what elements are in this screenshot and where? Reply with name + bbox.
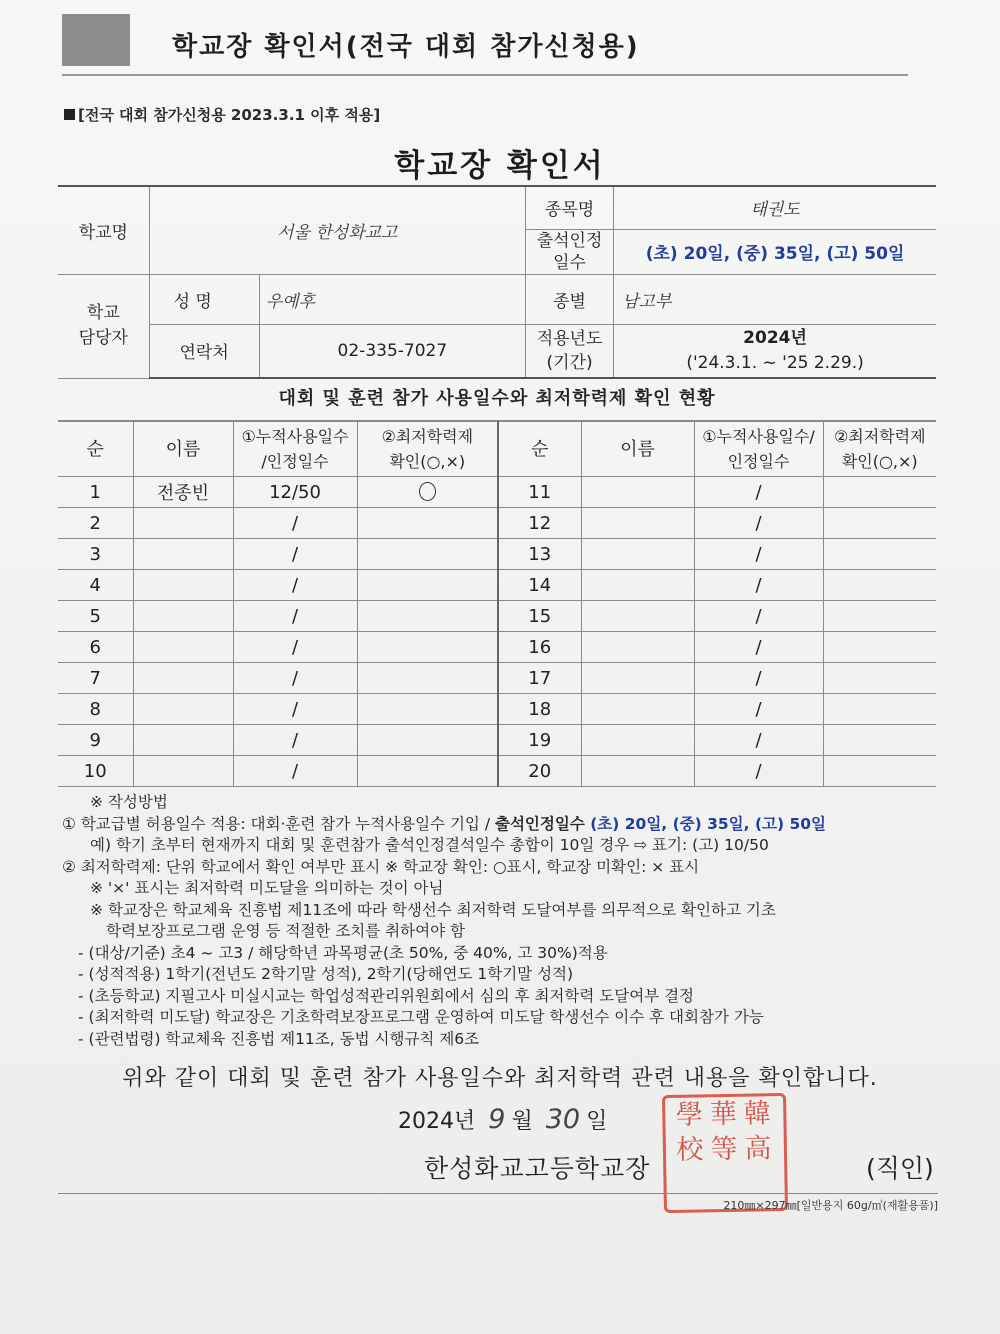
table-row — [58, 694, 936, 725]
header-days-2 — [694, 422, 823, 477]
note-2-a: ※ '×' 표시는 최저학력 미도달을 의미하는 것이 아님 — [90, 879, 444, 897]
attendance-label-line1: 출석인정 — [536, 230, 603, 251]
cell-days: / — [233, 756, 357, 787]
cell-check2 — [823, 539, 936, 570]
cell-check2 — [823, 725, 936, 756]
cell-name2 — [581, 570, 694, 601]
date-day: 30 — [545, 1104, 581, 1135]
cell-days2: / — [694, 477, 823, 508]
square-bullet-icon — [64, 109, 75, 120]
cell-no: 4 — [58, 570, 133, 601]
table-row — [58, 663, 936, 694]
cell-check — [357, 694, 498, 725]
table-row — [58, 601, 936, 632]
header-days-line1: ①누적사용일수 — [241, 427, 349, 446]
year-label — [526, 324, 614, 378]
note-1-bold: 출석인정일수 — [494, 814, 585, 833]
table-row — [58, 508, 936, 539]
cell-check2 — [823, 570, 936, 601]
signature-date — [398, 1104, 607, 1135]
cell-check2 — [823, 601, 936, 632]
cell-check — [357, 756, 498, 787]
gender-label: 종별 — [526, 274, 614, 324]
seal-char: 校 — [676, 1134, 706, 1166]
circle-mark-icon — [419, 482, 436, 501]
date-day-unit: 일 — [586, 1109, 608, 1134]
header-days2-line1: ①누적사용일수/ — [702, 427, 815, 446]
cell-no: 10 — [58, 756, 133, 787]
header-days2-line2: 인정일수 — [727, 452, 790, 471]
cell-no: 3 — [58, 539, 133, 570]
name-value: 우예후 — [259, 274, 525, 324]
table-row — [58, 539, 936, 570]
stamp-label: (직인) — [866, 1154, 934, 1183]
header-days — [233, 422, 357, 477]
notes-heading: ※ 작성방법 — [90, 793, 168, 811]
school-info-table — [58, 185, 936, 379]
header-check-2 — [823, 422, 936, 477]
detail-5: - (관련법령) 학교체육 진흥법 제11조, 동법 시행규칙 제6조 — [78, 1029, 480, 1048]
cell-name — [133, 663, 233, 694]
cell-check — [357, 477, 498, 508]
cell-check — [357, 508, 498, 539]
manager-label — [58, 274, 149, 378]
cell-days: / — [233, 694, 357, 725]
date-month: 9 — [488, 1104, 506, 1135]
header-name: 이름 — [133, 422, 233, 477]
table-header-row — [58, 422, 936, 477]
seal-char: 華 — [709, 1098, 740, 1131]
attendance-label — [526, 229, 614, 274]
cell-days2: / — [694, 570, 823, 601]
seal-char: 等 — [710, 1133, 740, 1166]
cell-check2 — [823, 632, 936, 663]
cell-days: / — [233, 570, 357, 601]
year-value-cell — [614, 324, 936, 378]
cell-days2: / — [694, 694, 823, 725]
cell-no2: 12 — [498, 508, 581, 539]
contact-value: 02-335-7027 — [259, 324, 525, 378]
cell-name2 — [581, 756, 694, 787]
cell-name — [133, 508, 233, 539]
table-row — [58, 632, 936, 663]
note-2: ② 최저학력제: 단위 학교에서 확인 여부만 표시 ※ 학교장 확인: ○표시, 학교장 미확인: × 표시 — [62, 857, 700, 876]
school-value: 서울 한성화교고 — [149, 186, 525, 274]
cell-check2 — [823, 663, 936, 694]
cell-no: 6 — [58, 632, 133, 663]
cell-days: / — [233, 725, 357, 756]
cell-no: 1 — [58, 477, 133, 508]
cell-no: 8 — [58, 694, 133, 725]
year-period: ('24.3.1. ~ '25 2.29.) — [686, 352, 864, 373]
note-1 — [62, 814, 942, 836]
header-gray-box — [62, 14, 130, 66]
cell-name — [133, 570, 233, 601]
cell-name — [133, 725, 233, 756]
cell-name2 — [581, 539, 694, 570]
cell-no2: 17 — [498, 663, 581, 694]
cell-days: / — [233, 601, 357, 632]
cell-no2: 14 — [498, 570, 581, 601]
cell-days: / — [233, 539, 357, 570]
participation-table — [58, 421, 936, 787]
cell-name — [133, 539, 233, 570]
attendance-value: (초) 20일, (중) 35일, (고) 50일 — [614, 229, 936, 274]
cell-no2: 11 — [498, 477, 581, 508]
table-row — [58, 725, 936, 756]
cell-days: / — [233, 663, 357, 694]
cell-check — [357, 725, 498, 756]
cell-days: / — [233, 632, 357, 663]
note-2-b2: 학력보장프로그램 운영 등 적절한 조치를 취하여야 함 — [106, 922, 465, 940]
sport-value: 태권도 — [614, 186, 936, 229]
contact-label: 연락처 — [149, 324, 259, 378]
cell-name2 — [581, 508, 694, 539]
cell-name2 — [581, 601, 694, 632]
cell-no: 7 — [58, 663, 133, 694]
header-days-line2: /인정일수 — [261, 452, 329, 471]
cell-name2 — [581, 663, 694, 694]
seal-char: 高 — [744, 1133, 774, 1165]
cell-no2: 18 — [498, 694, 581, 725]
cell-name — [133, 694, 233, 725]
note-1-example: 예) 학기 초부터 현재까지 대회 및 훈련참가 출석인정결석일수 총합이 10일 경우 ⇨ 표기: (고) 10/50 — [90, 836, 769, 854]
year-label-line2: (기간) — [546, 352, 593, 373]
header-title: 학교장 확인서(전국 대회 참가신청용) — [172, 32, 640, 62]
school-label: 학교명 — [58, 186, 149, 274]
cell-no: 9 — [58, 725, 133, 756]
cell-check2 — [823, 508, 936, 539]
cell-no: 2 — [58, 508, 133, 539]
header-check-line2: 확인(○,×) — [389, 452, 466, 471]
cell-check — [357, 570, 498, 601]
applies-note — [64, 104, 380, 125]
date-month-unit: 월 — [511, 1109, 533, 1134]
cell-days: 12/50 — [233, 477, 357, 508]
cell-days2: / — [694, 508, 823, 539]
cell-check2 — [823, 756, 936, 787]
cell-no2: 15 — [498, 601, 581, 632]
cell-days2: / — [694, 539, 823, 570]
cell-check2 — [823, 477, 936, 508]
section-title: 대회 및 훈련 참가 사용일수와 최저학력제 확인 현황 — [58, 378, 936, 421]
header-name-2: 이름 — [581, 422, 694, 477]
cell-name2 — [581, 477, 694, 508]
cell-check — [357, 632, 498, 663]
seal-char: 韓 — [743, 1098, 774, 1130]
cell-name2 — [581, 694, 694, 725]
school-principal: 한성화교고등학교장 — [424, 1154, 651, 1183]
date-year: 2024년 — [398, 1109, 476, 1134]
cell-no2: 13 — [498, 539, 581, 570]
detail-2: - (성적적용) 1학기(전년도 2학기말 성적), 2학기(당해연도 1학기말 성적) — [78, 965, 574, 983]
cell-days2: / — [694, 663, 823, 694]
cell-check — [357, 663, 498, 694]
cell-days: / — [233, 508, 357, 539]
cell-days2: / — [694, 725, 823, 756]
header-rule — [62, 74, 908, 76]
gender-value: 남고부 — [614, 274, 936, 324]
paper-spec: 210㎜×297㎜[일반용지 60g/㎡(재활용품)] — [723, 1199, 938, 1212]
seal-char: 學 — [675, 1099, 706, 1131]
cell-name: 전종빈 — [133, 477, 233, 508]
cell-days2: / — [694, 756, 823, 787]
year-label-line1: 적용년도 — [536, 328, 603, 349]
document-title: 학교장 확인서 — [394, 148, 606, 184]
header-check — [357, 422, 498, 477]
sport-label: 종목명 — [526, 186, 614, 229]
note-1-text: ① 학교급별 허용일수 적용: 대회·훈련 참가 누적사용일수 기입 / — [62, 814, 495, 833]
year-value: 2024년 — [743, 327, 807, 348]
note-1-days: (초) 20일, (중) 35일, (고) 50일 — [584, 814, 827, 833]
cell-name — [133, 632, 233, 663]
header-check2-line1: ②최저학력제 — [833, 427, 926, 446]
instructions — [62, 792, 942, 1050]
cell-no2: 20 — [498, 756, 581, 787]
header-no-2: 순 — [498, 422, 581, 477]
manager-label-line1: 학교 — [86, 303, 120, 323]
cell-name2 — [581, 632, 694, 663]
header-no: 순 — [58, 422, 133, 477]
cell-check — [357, 539, 498, 570]
table-row — [58, 756, 936, 787]
cell-days2: / — [694, 632, 823, 663]
confirmation-statement: 위와 같이 대회 및 훈련 참가 사용일수와 최저학력 관련 내용을 확인합니다. — [122, 1066, 878, 1091]
detail-4: - (최저학력 미도달) 학교장은 기초학력보장프로그램 운영하여 미도달 학생선수 이수 후 대회참가 가능 — [78, 1008, 764, 1026]
cell-days2: / — [694, 601, 823, 632]
header-check-line1: ②최저학력제 — [381, 427, 474, 446]
cell-name — [133, 756, 233, 787]
cell-name2 — [581, 725, 694, 756]
table-row — [58, 477, 936, 508]
name-label: 성 명 — [149, 274, 259, 324]
detail-1: - (대상/기준) 초4 ~ 고3 / 해당학년 과목평균(초 50%, 중 40%, 고 30%)적용 — [78, 943, 608, 962]
detail-3: - (초등학교) 지필고사 미실시교는 학업성적관리위원회에서 심의 후 최저학력 도달여부 결정 — [78, 986, 695, 1005]
table-row — [58, 570, 936, 601]
cell-check2 — [823, 694, 936, 725]
manager-label-line2: 담당자 — [78, 328, 128, 348]
cell-no: 5 — [58, 601, 133, 632]
note-2-b1: ※ 학교장은 학교체육 진흥법 제11조에 따라 학생선수 최저학력 도달여부를 의무적으로 확인하고 기초 — [90, 900, 776, 919]
cell-no2: 19 — [498, 725, 581, 756]
cell-check — [357, 601, 498, 632]
school-seal — [662, 1093, 788, 1213]
table-body — [58, 477, 936, 787]
cell-no2: 16 — [498, 632, 581, 663]
footer-rule — [58, 1193, 938, 1194]
cell-name — [133, 601, 233, 632]
attendance-label-line2: 일수 — [553, 252, 586, 273]
header-check2-line2: 확인(○,×) — [841, 452, 918, 471]
applies-text: [전국 대회 참가신청용 2023.3.1 이후 적용] — [78, 106, 381, 124]
